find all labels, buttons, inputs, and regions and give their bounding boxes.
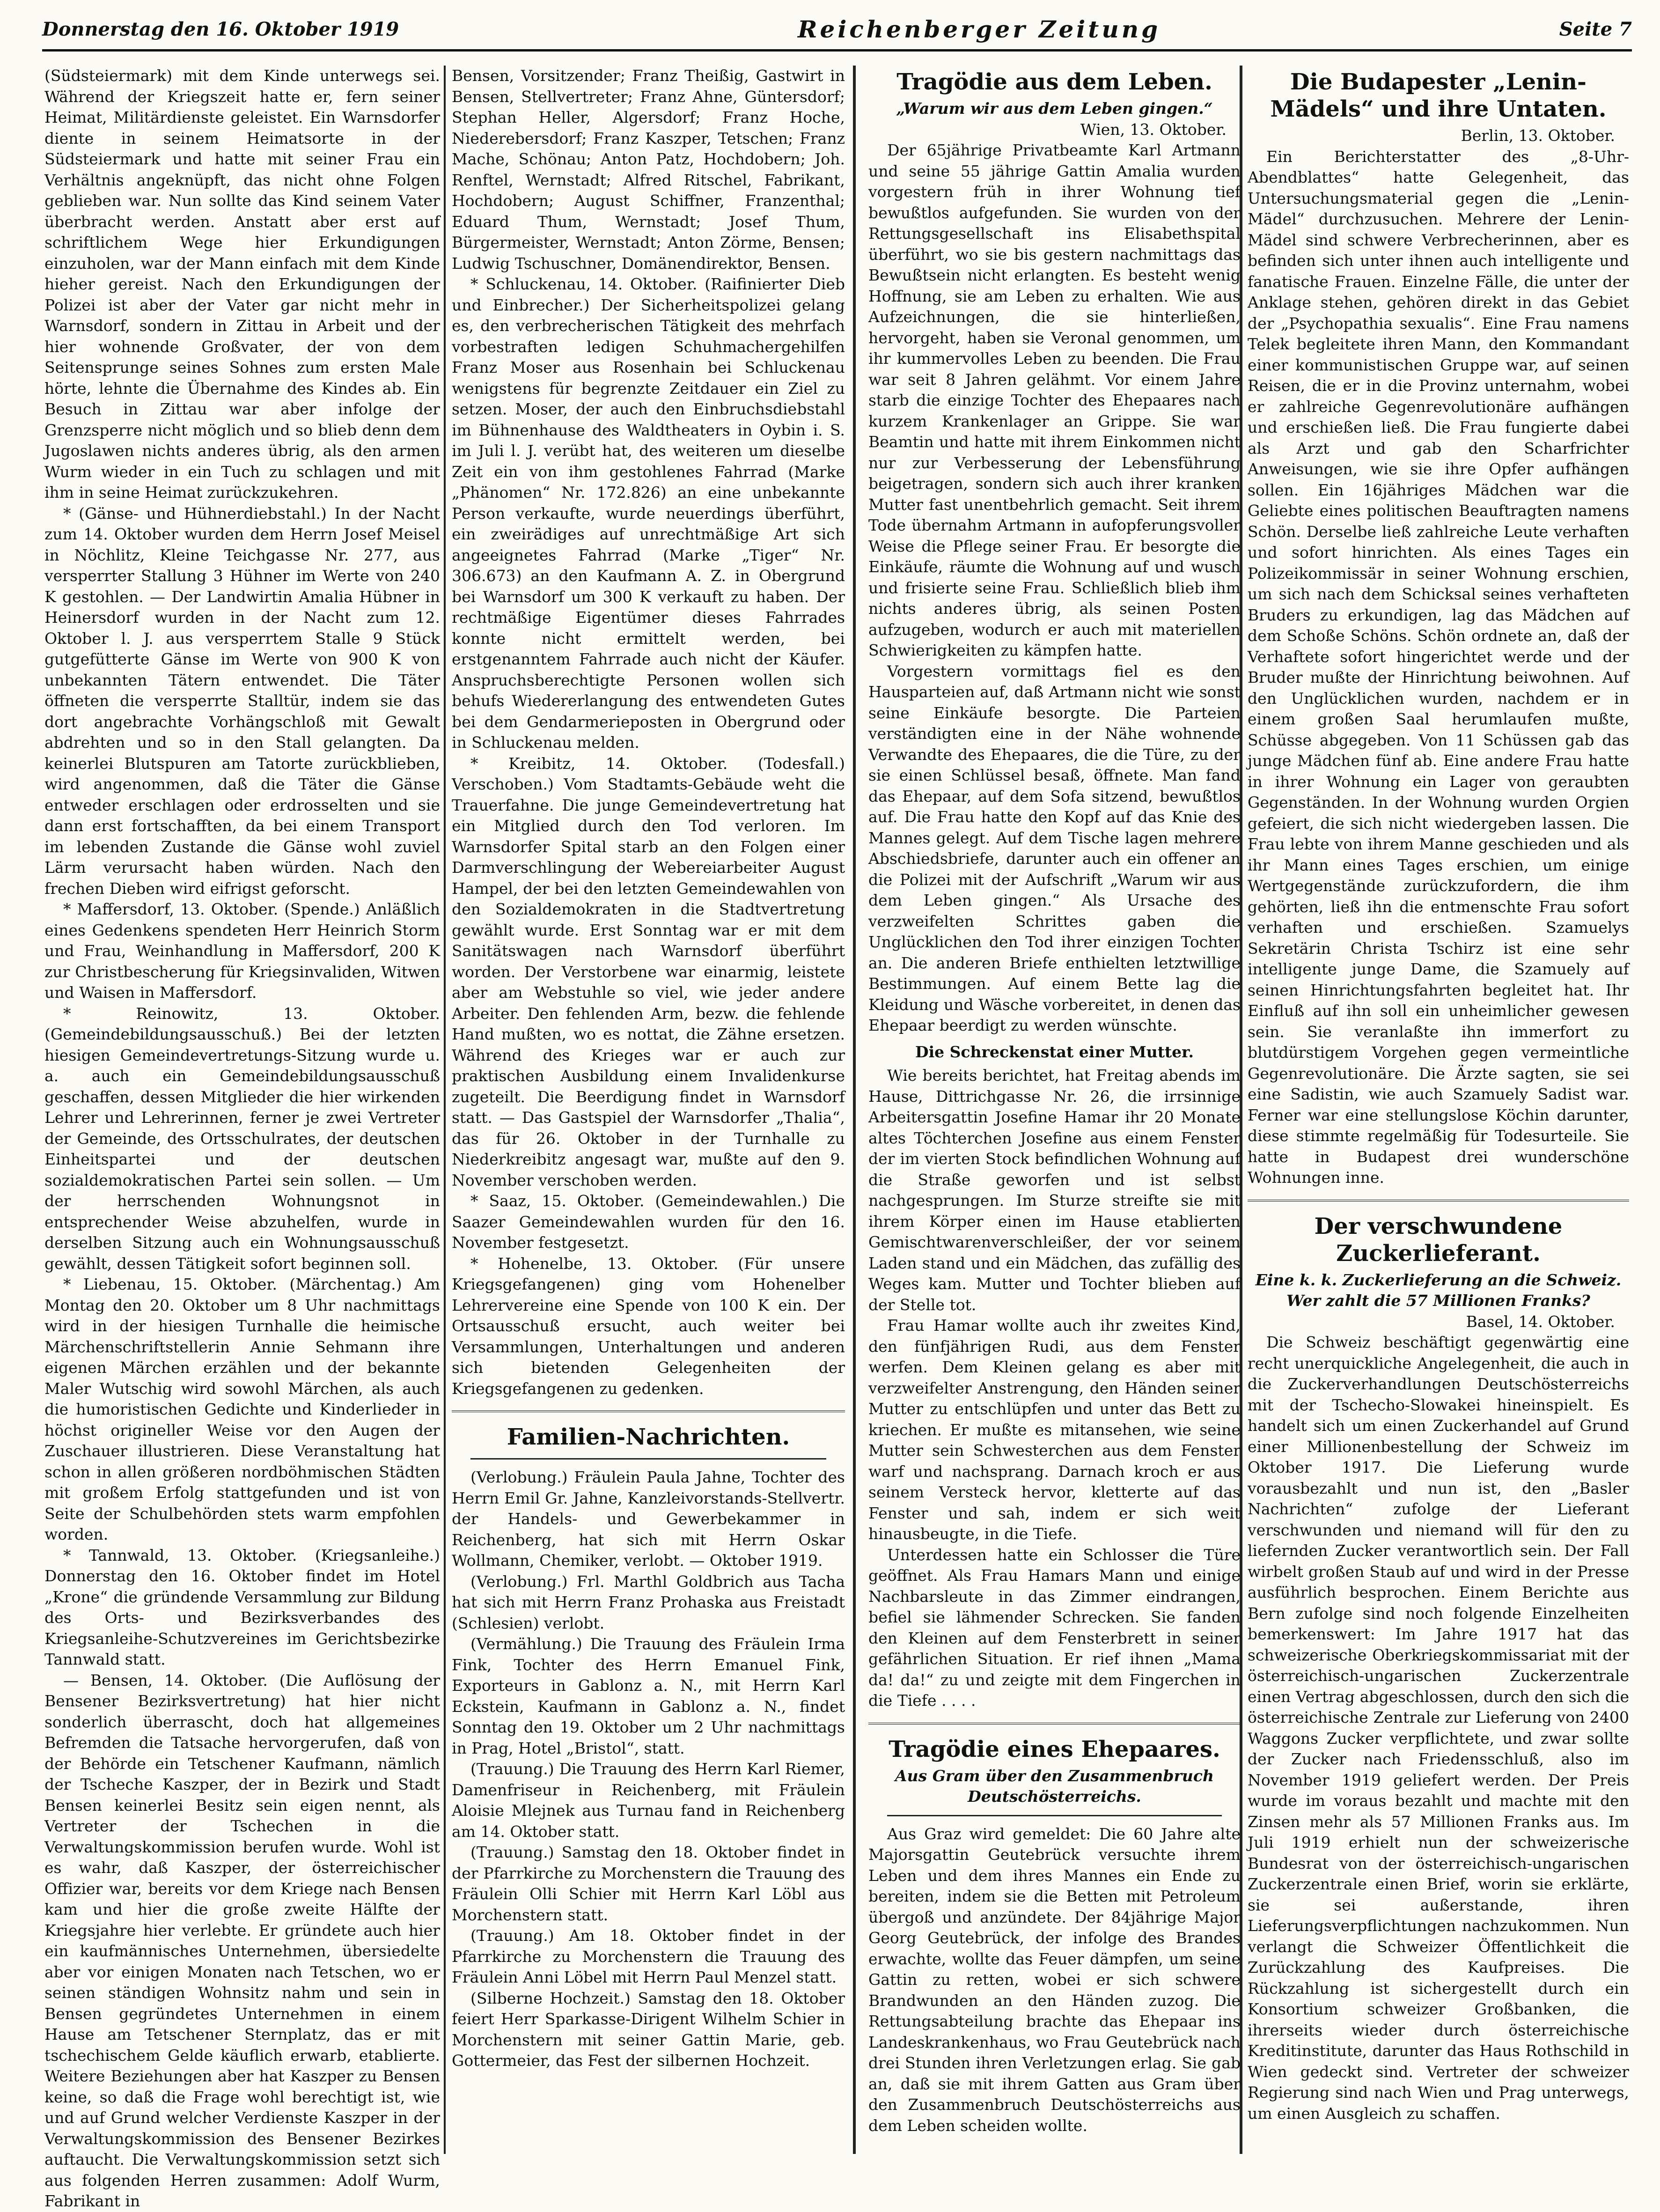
article-subheadline: Aus Gram über den Zusammenbruch Deutschösterreichs. bbox=[895, 1766, 1214, 1806]
article-text: (Südsteiermark) mit dem Kinde unterwegs sei. Während der Kriegszeit hatte er, fern seiner Heimat, Militärdienste geleistet. Ein Warnsdorfer diente in seinem Heimatsorte in der Südsteiermark und hatte mit seiner Frau ein Verhältnis angeknüpft, das nicht ohne Folgen geblieben war. Nun sollte das Kind seinem Vater überbracht werden. Anstatt aber erst auf schriftlichem Wege hier Erkundigungen einzuholen, war der Mann einfach mit dem Kinde hieher gereist. Nach den Erkundigungen der Polizei ist aber der Vater gar nicht mehr in Warnsdorf, sondern in Zittau in Arbeit und der hier wohnende Großvater, der von dem Seitensprunge seines Sohnes zum ersten Male hörte, lehnte die Übernahme des Kindes ab. Ein Besuch in Zittau war aber infolge der Grenzsperre nicht möglich und so blieb denn dem Jugoslawen nichts anderes übrig, als den armen Wurm wieder in ein Tuch zu schlagen und mit ihm in seine Heimat zurückzukehren. bbox=[44, 66, 440, 501]
article-text: * Saaz, 15. Oktober. (Gemeindewahlen.) Die Saazer Gemeindewahlen wurden für den 16. November festgesetzt. bbox=[452, 1192, 845, 1252]
article-text: Wie bereits berichtet, hat Freitag abends im Hause, Dittrichgasse Nr. 26, die irrsinnige Arbeitersgattin Josefine Hamar ihr 20 Monate altes Töchterchen Josefine aus einem Fenster der im vierten Stock befindlichen Wohnung auf die Straße geworfen und ist selbst nachgesprungen. Im Sturze streifte sie mit ihrem Körper einen im Hause etablierten Gemischtwarenverschleißer, der vor seinem Laden stand und ein Mädchen, das zufällig des Weges kam. Mutter und Tochter blieben auf der Stelle tot. bbox=[868, 1066, 1241, 1314]
article-text: * (Gänse- und Hühnerdiebstahl.) In der Nacht zum 14. Oktober wurden dem Herrn Josef Meisel in Nöchlitz, Kleine Teichgasse Nr. 277, aus versperrter Stallung 3 Hühner im Werte von 240 K gestohlen. — Der Landwirtin Amalia Hübner in Heinersdorf wurden in der Nacht zum 12. Oktober l. J. aus versperrtem Stalle 9 Stück gutgefütterte Gänse im Werte von 900 K von unbekannten Tätern entwendet. Die Täter öffneten die versperrte Stalltür, indem sie das dort angebrachte Vorhängschloß mit Gewalt abdrehten und so in den Stall gelangten. Da keinerlei Blutspuren am Tatorte zurückblieben, wird angenommen, daß die Täter die Gänse entweder erschlagen oder erdrosselten und sie dann erst fortschafften, da bei einem Transport im lebenden Zustande die Gänse wohl zuviel Lärm verursacht haben würden. Nach den frechen Dieben wird eifrigst geforscht. bbox=[44, 504, 440, 898]
article-headline: Tragödie eines Ehepaares. bbox=[889, 1736, 1220, 1762]
article-text: Ein Berichterstatter des „8-Uhr-Abendblattes“ hatte Gelegenheit, das Untersuchungsmaterial gegen die „Lenin-Mädel“ durchzusuchen. Mehrere der Lenin-Mädel sind schwere Verbrecherinnen, aber es befinden sich unter ihnen auch intelligente und fanatische Frauen. Einzelne Fälle, die unter der Anklage stehen, gehören direkt in das Gebiet der „Psychopathia sexualis“. Eine Frau namens Telek begleitete ihren Mann, den Kommandant einer kommunistischen Gruppe war, auf seinen Reisen, die er in die Provinz unternahm, wobei er zahlreiche Gegenrevolutionäre aufhängen und erschießen ließ. Die Frau fungierte dabei als Arzt und gab den Scharfrichter Anweisungen, wie sie ihre Opfer aufhängen sollen. Ein 16jähriges Mädchen war die Geliebte eines politischen Beauftragten namens Schön. Derselbe ließ zahlreiche Leute verhaften und sofort hinrichten. Als eines Tages ein Polizeikommissär in seiner Wohnung erschien, um sich nach dem Schicksal seines verhafteten Bruders zu erkundigen, lag das Mädchen auf dem Schoße Schöns. Schön ordnete an, daß der Verhaftete sofort hingerichtet werde und der Bruder mußte der Hinrichtung beiwohnen. Auf den Unglücklichen wurden, nachdem er in einem großen Saal herumlaufen mußte, Schüsse abgegeben. Von 11 Schüssen gab das junge Mädchen fünf ab. Eine andere Frau hatte in ihrer Wohnung ein Lager von geraubten Gegenständen. In der Wohnung wurden Orgien gefeiert, die sich nicht wiedergeben lassen. Die Frau lebte von ihrem Manne geschieden und als ihr Mann eines Tages erschien, um einige Wertgegenstände zurückzufordern, die ihm gehörten, ließ ihn die entmenschte Frau sofort verhaften und erschießen. Szamuelys Sekretärin Christa Tschirz ist eine sehr intelligente junge Dame, die Szamuely auf seinen Hinrichtungsfahrten begleitet hat. Ihr Einfluß auf ihn soll ein unheimlicher gewesen sein. Sie veranlaßte ihn immerfort zu blutdürstigem Vorgehen gegen vermeintliche Gegenrevolutionäre. Die Ärzte sagten, sie sei eine Sadistin, wie auch Szamuely Sadist war. Ferner war eine stellungslose Köchin darunter, diese stimmte regelmäßig für Todesurteile. Sie hatte in Budapest drei wunderschöne Wohnungen inne. bbox=[1248, 147, 1629, 1187]
title-rule bbox=[470, 1458, 826, 1460]
family-notice: (Trauung.) Am 18. Oktober findet in der Pfarrkirche zu Morchenstern die Trauung des Fräulein Anni Löbel mit Herrn Paul Menzel statt. bbox=[452, 1926, 845, 1986]
column-divider bbox=[853, 66, 856, 2154]
section-divider bbox=[868, 1723, 1241, 1725]
article-subheadline: Eine k. k. Zuckerlieferung an die Schweiz. bbox=[1255, 1270, 1622, 1289]
family-notice: (Vermählung.) Die Trauung des Fräulein Irma Fink, Tochter des Herrn Emanuel Fink, Exporteurs in Gablonz a. N., mit Herrn Karl Eckstein, Kaufmann in Gablonz a. N., findet Sonntag den 19. Oktober um 2 Uhr nachmittags in Prag, Hotel „Bristol“, statt. bbox=[452, 1635, 845, 1757]
article-subheadline: Wer zahlt die 57 Millionen Franks? bbox=[1286, 1291, 1590, 1310]
article-text: Die Schweiz beschäftigt gegenwärtig eine recht unerquickliche Angelegenheit, die auch in die Zuckerverhandlungen Deutschösterreichs mit der Tschecho-Slowakei hineinspielt. Es handelt sich um einen Zuckerhandel auf Grund einer Millionenbestellung der Schweiz im Oktober 1917. Die Lieferung wurde vorausbezahlt und nun ist, den „Basler Nachrichten“ zufolge der Lieferant verschwunden und niemand will für den zu liefernden Zucker verantwortlich sein. Der Fall wirbelt großen Staub auf und wird in der Presse ausführlich besprochen. Einem Berichte aus Bern zufolge sind noch folgende Einzelheiten bemerkenswert: Im Jahre 1917 hat das schweizerische Oberkriegskommissariat mit der österreichisch-ungarischen Zuckerzentrale einen Vertrag abgeschlossen, durch den sich die österreichische Zentrale zur Lieferung von 2400 Waggons Zucker verpflichtete, und zwar sollte der Zucker nach Friedensschluß, also im November 1919 geliefert werden. Der Preis wurde im voraus bezahlt und machte mit den Zinsen mehr als 57 Millionen Franks aus. Im Juli 1919 erhielt nun der schweizerische Bundesrat von der österreichisch-ungarischen Zuckerzentrale einen Brief, worin sie erklärte, sie sei außerstande, ihren Lieferungsverpflichtungen nachzukommen. Nun verlangt die Schweizer Öffentlichkeit die Zurückzahlung des Kaufpreises. Die Rückzahlung ist sichergestellt durch ein Konsortium schweizer Großbanken, die ihrerseits wieder durch österreichische Kreditinstitute, darunter das Haus Rothschild in Wien gedeckt sind. Vertreter der schweizer Regierung sind nach Wien und Prag unterwegs, um einen Ausgleich zu schaffen. bbox=[1248, 1333, 1629, 2123]
header-date: Donnerstag den 16. Oktober 1919 bbox=[42, 18, 399, 40]
section-divider bbox=[452, 1410, 845, 1412]
article-text: Unterdessen hatte ein Schlosser die Türe geöffnet. Als Frau Hamars Mann und einige Nachbarsleute in das Zimmer eindrangen, befiel sie lähmender Schrecken. Sie fanden den Kleinen auf dem Fensterbrett in seiner gefährlichen Situation. Er rief ihnen „Mama da! da!“ zu und zeigte mit dem Fingerchen in die Tiefe . . . . bbox=[868, 1545, 1241, 1710]
article-text: * Reinowitz, 13. Oktober. (Gemeindebildungsausschuß.) Bei der letzten hiesigen Gemeindevertretungs-Sitzung wurde u. a. auch ein Gemeindebildungsausschuß geschaffen, dessen Mitglieder die hier wirkenden Lehrer und Lehrerinnen, ferner je zwei Vertreter der Gemeinde, des Ortsschulrates, der deutschen Einheitspartei und der deutschen sozialdemokratischen Partei sein sollen. — Um der herrschenden Wohnungsnot in entsprechender Weise abzuhelfen, wurde in derselben Sitzung auch ein Wohnungsausschuß gewählt, dessen Tätigkeit sofort beginnen soll. bbox=[44, 1004, 440, 1273]
article-text: Frau Hamar wollte auch ihr zweites Kind, den fünfjährigen Rudi, aus dem Fenster werfen. Dem Kleinen gelang es aber mit verzweifelter Anstrengung, den Händen seiner Mutter zu entschlüpfen und unter das Bett zu kriechen. Er mußte es mitansehen, wie seine Mutter sein Schwesterchen aus dem Fenster warf und nachsprang. Darnach kroch er aus seinem Versteck hervor, kletterte auf das Fenster und sah, indem er sich weit hinausbeugte, in die Tiefe. bbox=[868, 1316, 1241, 1543]
article-text: * Kreibitz, 14. Oktober. (Todesfall.) Verschoben.) Vom Stadtamts-Gebäude weht die Trauerfahne. Die junge Gemeindevertretung hat ein Mitglied durch den Tod verloren. Im Warnsdorfer Spital starb an den Folgen einer Darmverschlingung der Webereiarbeiter August Hampel, der bei den letzten Gemeindewahlen von den Sozialdemokraten in die Stadtvertretung gewählt wurde. Erst Sonntag war er mit dem Sanitätswagen nach Warnsdorf überführt worden. Der Verstorbene war einarmig, leistete aber am Webstuhle so viel, wie jeder andere Arbeiter. Den fehlenden Arm, bezw. die fehlende Hand mußten, wo es nottat, die Zähne ersetzen. Während des Krieges war er auch zur praktischen Ausbildung einem Invalidenkurse zugeteilt. Die Beerdigung findet in Warnsdorf statt. — Das Gastspiel der Warnsdorfer „Thalia“, das für 26. Oktober in der Turnhalle zu Niederkreibitz angesagt war, mußte auf den 9. November verschoben werden. bbox=[452, 754, 845, 1189]
column-divider bbox=[444, 66, 446, 2154]
article-text: * Liebenau, 15. Oktober. (Märchentag.) Am Montag den 20. Oktober um 8 Uhr nachmittags wird in der hiesigen Turnhalle die heimische Märchenschriftstellerin Annie Sehmann ihre eigenen Märchen erzählen und der bekannte Maler Wutschig wird sowohl Märchen, als auch die humoristischen Gedichte und Kinderlieder in höchst origineller Weise vor den Augen der Zuschauer illustrieren. Diese Veranstaltung hat schon in allen größeren nordböhmischen Städten mit großem Erfolg stattgefunden und ist von Seite der Schulbehörden stets warm empfohlen worden. bbox=[44, 1275, 440, 1543]
article-text: Der 65jährige Privatbeamte Karl Artmann und seine 55 jährige Gattin Amalia wurden vorgestern früh in ihrer Wohnung tief bewußtlos aufgefunden. Sie wurden von der Rettungsgesellschaft ins Elisabethspital überführt, wo sie bis gestern nachmittags das Bewußtsein nicht erlangten. Es besteht wenig Hoffnung, sie am Leben zu erhalten. Wie aus Aufzeichnungen, die sie hinterließen, hervorgeht, haben sie Veronal genommen, um ihr kummervolles Leben zu beenden. Die Frau war seit 8 Jahren gelähmt. Vor einem Jahre starb die einzige Tochter des Ehepaares nach kurzem Krankenlager an Grippe. Sie war Beamtin und hatte mit ihrem Einkommen nicht nur zur Verbesserung der Lebensführung beigetragen, sondern sich auch ihrer kranken Mutter fast unentbehrlich gemacht. Seit ihrem Tode übernahm Artmann in aufopferungsvoller Weise die Pflege seiner Frau. Er besorgte die Einkäufe, räumte die Wohnung auf und wusch und frisierte seine Frau. Schließlich blieb ihm nichts anderes übrig, als seinen Posten aufzugeben, wodurch er auch mit materiellen Schwierigkeiten zu kämpfen hatte. bbox=[868, 141, 1241, 659]
article-text: * Tannwald, 13. Oktober. (Kriegsanleihe.) Donnerstag den 16. Oktober findet im Hotel „Krone“ die gründende Versammlung zur Bildung des Orts- und Bezirksverbandes des Kriegsanleihe-Schutzvereines im Gerichtsbezirke Tannwald statt. bbox=[44, 1546, 440, 1668]
newspaper-title: Reichenberger Zeitung bbox=[798, 15, 1161, 43]
article-headline: Tragödie aus dem Leben. bbox=[896, 69, 1212, 95]
family-notice: (Verlobung.) Frl. Marthl Goldbrich aus Tacha hat sich mit Herrn Franz Prohaska aus Freistadt (Schlesien) verlobt. bbox=[452, 1572, 845, 1632]
family-notice: (Silberne Hochzeit.) Samstag den 18. Oktober feiert Herr Sparkasse-Dirigent Wilhelm Schier in Morchenstern mit seiner Gattin Marie, geb. Gottermeier, das Fest der silbernen Hochzeit. bbox=[452, 1989, 845, 2070]
column-3 bbox=[868, 66, 1241, 2154]
column-4 bbox=[1248, 66, 1629, 2154]
article-text: Vorgestern vormittags fiel es den Hausparteien auf, daß Artmann nicht wie sonst seine Einkäufe besorgte. Die Parteien verständigten eine in der Nähe wohnende Verwandte des Ehepaares, die die Türe, zu der sie einen Schlüssel besaß, öffnete. Man fand das Ehepaar, auf dem Sofa sitzend, bewußtlos auf. Die Frau hatte den Kopf auf das Knie des Mannes gelegt. Auf dem Tische lagen mehrere Abschiedsbriefe, darunter auch ein offener an die Polizei mit der Aufschrift „Warum wir aus dem Leben gingen.“ Als Ursache des verzweifelten Schrittes gaben die Unglücklichen den Tod ihrer einzigen Tochter an. Die anderen Briefe enthielten letztwillige Bestimmungen. Auf einem Bette lag die Kleidung und Wäsche vorbereitet, in denen das Ehepaar beerdigt zu werden wünschte. bbox=[868, 662, 1241, 1034]
section-divider bbox=[1248, 1200, 1629, 1202]
article-headline: Die Budapester „Lenin-Mädels“ und ihre Untaten. bbox=[1270, 69, 1607, 122]
family-notice: (Trauung.) Samstag den 18. Oktober findet in der Pfarrkirche zu Morchenstern die Trauung des Fräulein Olli Schier mit Herrn Karl Löbl aus Morchenstern statt. bbox=[452, 1843, 845, 1924]
article-text: * Schluckenau, 14. Oktober. (Raifinierter Dieb und Einbrecher.) Der Sicherheitspolizei gelang es, den verbrecherischen Tätigkeit des mehrfach vorbestraften ledigen Schuhmachergehilfen Franz Moser aus Rosenhain bei Schluckenau wenigstens für begrenzte Zeitdauer ein Ziel zu setzen. Moser, der auch den Einbruchsdiebstahl im Bühnenhause des Waldtheaters in Oybin i. S. im Juli l. J. verübt hat, des weiteren um dieselbe Zeit ein von ihm gestohlenes Fahrrad (Marke „Phänomen“ Nr. 172.826) an eine unbekannte Person verkaufte, wurde neuerdings überführt, ein zweirädiges auf unrechtmäßige Art sich angeeignetes Fahrrad (Marke „Tiger“ Nr. 306.673) an den Kaufmann A. Z. in Obergrund bei Warnsdorf um 300 K verkauft zu haben. Der rechtmäßige Eigentümer dieses Fahrrades konnte nicht ermittelt werden, bei erstgenanntem Fahrrade auch nicht der Käufer. Anspruchsberechtigte Personen wollen sich behufs Wiedererlangung des entwendeten Gutes bei dem Gendarmerieposten in Obergrund oder in Schluckenau melden. bbox=[452, 275, 845, 752]
page-header bbox=[42, 9, 1632, 52]
dateline: Wien, 13. Oktober. bbox=[1080, 120, 1227, 139]
dateline: Basel, 14. Oktober. bbox=[1466, 1312, 1615, 1331]
column-1 bbox=[44, 66, 440, 2210]
article-text: Aus Graz wird gemeldet: Die 60 Jahre alte Majorsgattin Geutebrück versuchte ihrem Leben und dem ihres Mannes ein Ende zu bereiten, indem sie die Betten mit Petroleum übergoß und anzündete. Der 84jährige Major Georg Geutebrück, der infolge des Brandes erwachte, wollte das Feuer dämpfen, um seine Gattin zu retten, wobei er sich schwere Brandwunden an den Händen zuzog. Die Rettungsabteilung brachte das Ehepaar ins Landeskrankenhaus, wo Frau Geutebrück nach drei Stunden ihren Verletzungen erlag. Sie gab an, daß sie mit ihrem Gatten aus Gram über den Zusammenbruch Deutschösterreichs aus dem Leben scheiden wollte. bbox=[868, 1824, 1241, 2135]
page-number: Seite 7 bbox=[1559, 18, 1632, 40]
article-headline: Der verschwundene Zuckerlieferant. bbox=[1314, 1213, 1563, 1267]
article-subheading: Die Schreckenstat einer Mutter. bbox=[915, 1042, 1194, 1061]
article-text: Bensen, Vorsitzender; Franz Theißig, Gastwirt in Bensen, Stellvertreter; Franz Ahne, Güntersdorf; Stephan Heller, Algersdorf; Franz Hoche, Niederebersdorf; Franz Kaszper, Tetschen; Franz Mache, Schönau; Anton Patz, Hochdobern; Joh. Renftel, Wernstadt; Alfred Ritschel, Fabrikant, Hochdobern; August Schiffner, Franzenthal; Eduard Thum, Wernstadt; Josef Thum, Bürgermeister, Wernstadt; Anton Zörme, Bensen; Ludwig Tschuschner, Domänendirektor, Bensen. bbox=[452, 66, 845, 273]
family-notice: (Trauung.) Die Trauung des Herrn Karl Riemer, Damenfriseur in Reichenberg, mit Fräulein Aloisie Mlejnek aus Turnau fand in Reichenberg am 14. Oktober statt. bbox=[452, 1760, 845, 1841]
article-text: * Maffersdorf, 13. Oktober. (Spende.) Anläßlich eines Gedenkens spendeten Herr Heinrich Storm und Frau, Weinhandlung in Maffersdorf, 200 K zur Christbescherung für Kriegsinvaliden, Witwen und Waisen in Maffersdorf. bbox=[44, 900, 440, 1002]
column-2 bbox=[452, 66, 845, 2154]
section-title: Familien-Nachrichten. bbox=[507, 1424, 790, 1450]
article-subheadline: „Warum wir aus dem Leben gingen.“ bbox=[896, 99, 1213, 118]
title-rule bbox=[887, 1815, 1222, 1816]
family-notice: (Verlobung.) Fräulein Paula Jahne, Tochter des Herrn Emil Gr. Jahne, Kanzleivorstands-Stellvertr. der Handels- und Gewerbekammer in Reichenberg, hat sich mit Herrn Oskar Wollmann, Chemiker, verlobt. — Oktober 1919. bbox=[452, 1468, 845, 1570]
dateline: Berlin, 13. Oktober. bbox=[1461, 126, 1615, 145]
article-text: * Hohenelbe, 13. Oktober. (Für unsere Kriegsgefangenen) ging vom Hohenelber Lehrervereine eine Spende von 100 K ein. Der Ortsausschuß ersucht, auch weiter bei Versammlungen, Unterhaltungen und anderen sich bietenden Gelegenheiten der Kriegsgefangenen zu gedenken. bbox=[452, 1254, 845, 1398]
article-text: — Bensen, 14. Oktober. (Die Auflösung der Bensener Bezirksvertretung) hat hier nicht sonderlich überrascht, doch hat allgemeines Befremden die Tatsache hervorgerufen, daß von der Behörde ein Tetschener Kaufmann, nämlich der Tscheche Kaszper, der in Bezirk und Stadt Bensen keinerlei Besitz sein eigen nennt, als Vertreter der Tschechen in die Verwaltungskommission berufen wurde. Wohl ist es wahr, daß Kaszper, der österreichischer Offizier war, bereits vor dem Kriege nach Bensen kam und hier die große zweite Hälfte der Kriegsjahre hier verlebte. Er gründete auch hier ein kaufmännisches Unternehmen, übersiedelte aber vor einigen Monaten nach Tetschen, wo er seinen ständigen Wohnsitz nahm und sein in Bensen gegründetes Unternehmen in einem Hause am Tetschener Sternplatz, das er mit tschechischem Gelde käuflich erwarb, etablierte. Weitere Beziehungen aber hat Kaszper zu Bensen keine, so daß die Frage wohl berechtigt ist, wie und auf Grund welcher Verdienste Kaszper in der Verwaltungskommission des Bensener Bezirkes auftaucht. Die Verwaltungskommission setzt sich aus folgenden Herren zusammen: Adolf Wurm, Fabrikant in bbox=[44, 1671, 440, 2210]
